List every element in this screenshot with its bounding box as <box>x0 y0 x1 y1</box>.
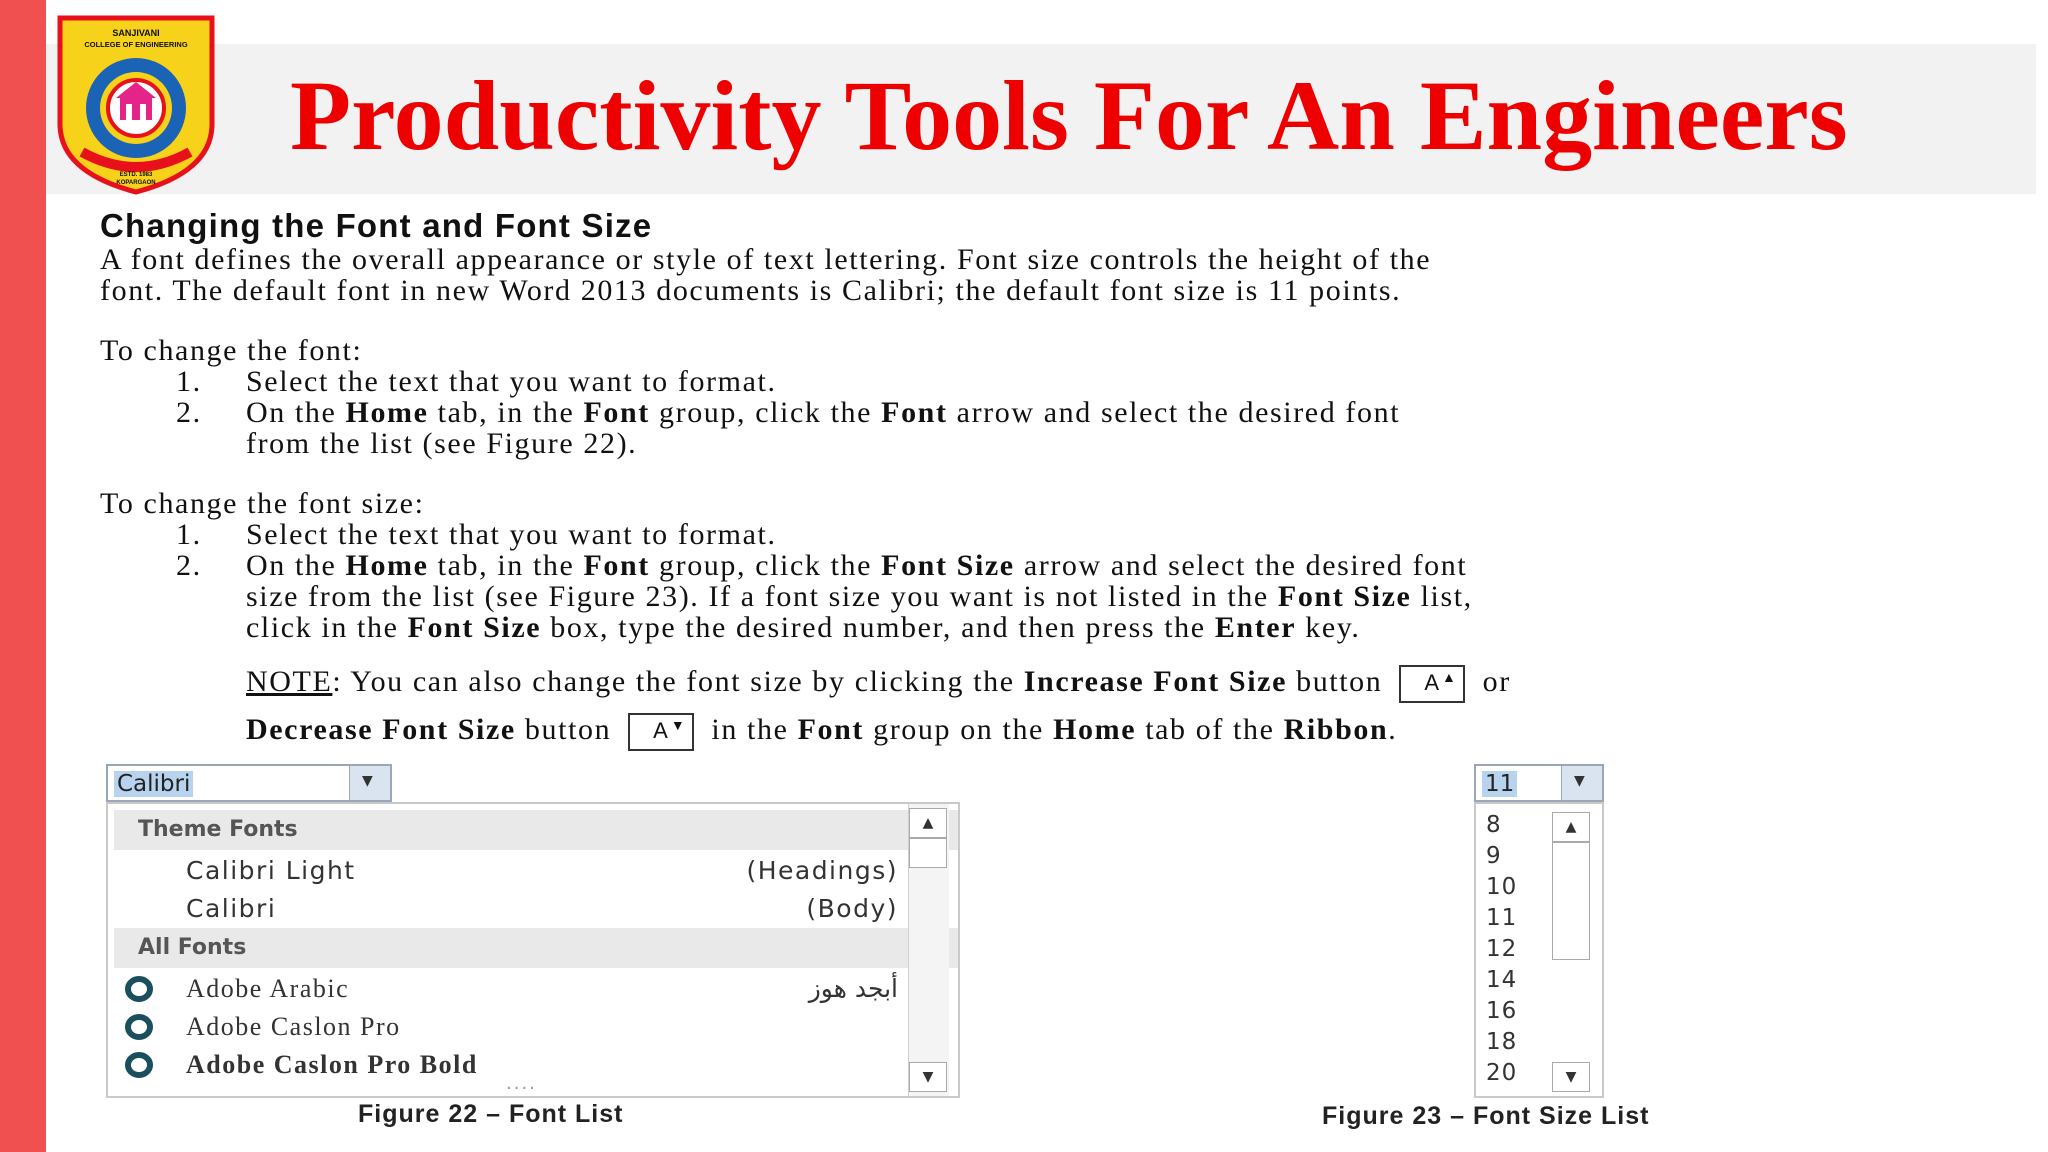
all-fonts-header: All Fonts <box>114 928 960 968</box>
intro-line-1: A font defines the overall appearance or style of text lettering. Font size controls the height of the <box>100 243 1432 276</box>
svg-text:ESTD. 1983: ESTD. 1983 <box>119 172 153 178</box>
font-name-value[interactable]: Calibri <box>114 771 193 797</box>
scroll-down-icon[interactable]: ▼ <box>909 1062 947 1092</box>
size-item[interactable]: 8 <box>1486 812 1502 838</box>
opentype-icon <box>124 976 154 1002</box>
chevron-down-icon: ▼ <box>1574 773 1585 789</box>
scroll-up-icon[interactable]: ▲ <box>909 808 947 838</box>
font-list-scrollbar[interactable] <box>908 804 949 1098</box>
resize-grip-icon[interactable]: ···· <box>506 1078 537 1098</box>
scroll-thumb[interactable] <box>1552 842 1590 960</box>
left-accent-bar <box>0 0 46 1152</box>
college-logo <box>54 12 218 196</box>
scroll-thumb[interactable] <box>909 838 947 868</box>
font-item-adobe-caslon-pro[interactable]: Adobe Caslon Pro <box>108 1008 898 1046</box>
size-item[interactable]: 12 <box>1486 936 1518 962</box>
chevron-down-icon: ▼ <box>362 773 373 789</box>
font-item-calibri-light[interactable]: Calibri Light (Headings) <box>186 856 898 885</box>
document-excerpt <box>100 208 2000 754</box>
font-item-adobe-arabic[interactable]: Adobe Arabic أبجد هوز <box>108 970 898 1008</box>
size-item[interactable]: 16 <box>1486 998 1518 1024</box>
font-name-combobox[interactable] <box>106 764 392 802</box>
font-item-calibri[interactable]: Calibri (Body) <box>186 894 898 923</box>
size-step-1: 1. Select the text that you want to format. <box>176 518 777 551</box>
font-size-scrollbar[interactable] <box>1552 804 1596 1098</box>
font-step-1: 1. Select the text that you want to format. <box>176 365 777 398</box>
size-item[interactable]: 10 <box>1486 874 1518 900</box>
font-size-dropdown-button[interactable] <box>1561 766 1602 800</box>
font-item-adobe-caslon-pro-bold[interactable]: Adobe Caslon Pro Bold <box>108 1046 898 1084</box>
size-item[interactable]: 14 <box>1486 967 1518 993</box>
size-steps-lead: To change the font size: <box>100 487 425 520</box>
font-size-value[interactable]: 11 <box>1482 771 1517 797</box>
font-list-panel[interactable] <box>106 802 960 1098</box>
size-item[interactable]: 18 <box>1486 1029 1518 1055</box>
font-dropdown-button[interactable] <box>349 766 390 800</box>
svg-text:KOPARGAON: KOPARGAON <box>116 180 156 186</box>
size-step-2: 2. On the Home tab, in the Font group, click the Font Size arrow and select the desired font size from the list (see Figure 23). If a font size you want is not listed in the Font Size list, click in the Font Size box, type the desired number, and then press the Enter key. <box>176 549 1473 644</box>
figure-22-caption: Figure 22 – Font List <box>358 1100 624 1128</box>
svg-text:COLLEGE OF ENGINEERING: COLLEGE OF ENGINEERING <box>84 40 188 49</box>
figure-23-caption: Figure 23 – Font Size List <box>1322 1102 1650 1130</box>
scroll-down-icon[interactable]: ▼ <box>1552 1062 1590 1092</box>
note-paragraph: NOTE: You can also change the font size by clicking the Increase Font Size button A ▲ or Decrease Font Size button A ▼ in the Font group on the Home tab of the Ribbon. <box>100 658 2000 754</box>
decrease-font-size-icon: A ▼ <box>628 713 694 751</box>
opentype-icon <box>124 1052 154 1078</box>
font-step-2: 2. On the Home tab, in the Font group, click the Font arrow and select the desired font from the list (see Figure 22). <box>176 396 1401 460</box>
svg-text:SANJIVANI: SANJIVANI <box>112 28 160 38</box>
slide-title: Productivity Tools For An Engineers <box>290 60 1848 171</box>
font-size-combobox[interactable] <box>1474 764 1604 802</box>
font-steps-lead: To change the font: <box>100 334 363 367</box>
font-size-list-panel[interactable] <box>1474 802 1604 1098</box>
size-item[interactable]: 11 <box>1486 905 1518 931</box>
scroll-up-icon[interactable]: ▲ <box>1552 812 1590 842</box>
size-item[interactable]: 20 <box>1486 1060 1518 1086</box>
theme-fonts-header: Theme Fonts <box>114 810 960 850</box>
intro-line-2: font. The default font in new Word 2013 documents is Calibri; the default font size is 11 points. <box>100 274 1402 307</box>
increase-font-size-icon: A ▲ <box>1399 665 1465 703</box>
opentype-icon <box>124 1014 154 1040</box>
size-item[interactable]: 9 <box>1486 843 1502 869</box>
section-heading: Changing the Font and Font Size <box>100 207 653 244</box>
